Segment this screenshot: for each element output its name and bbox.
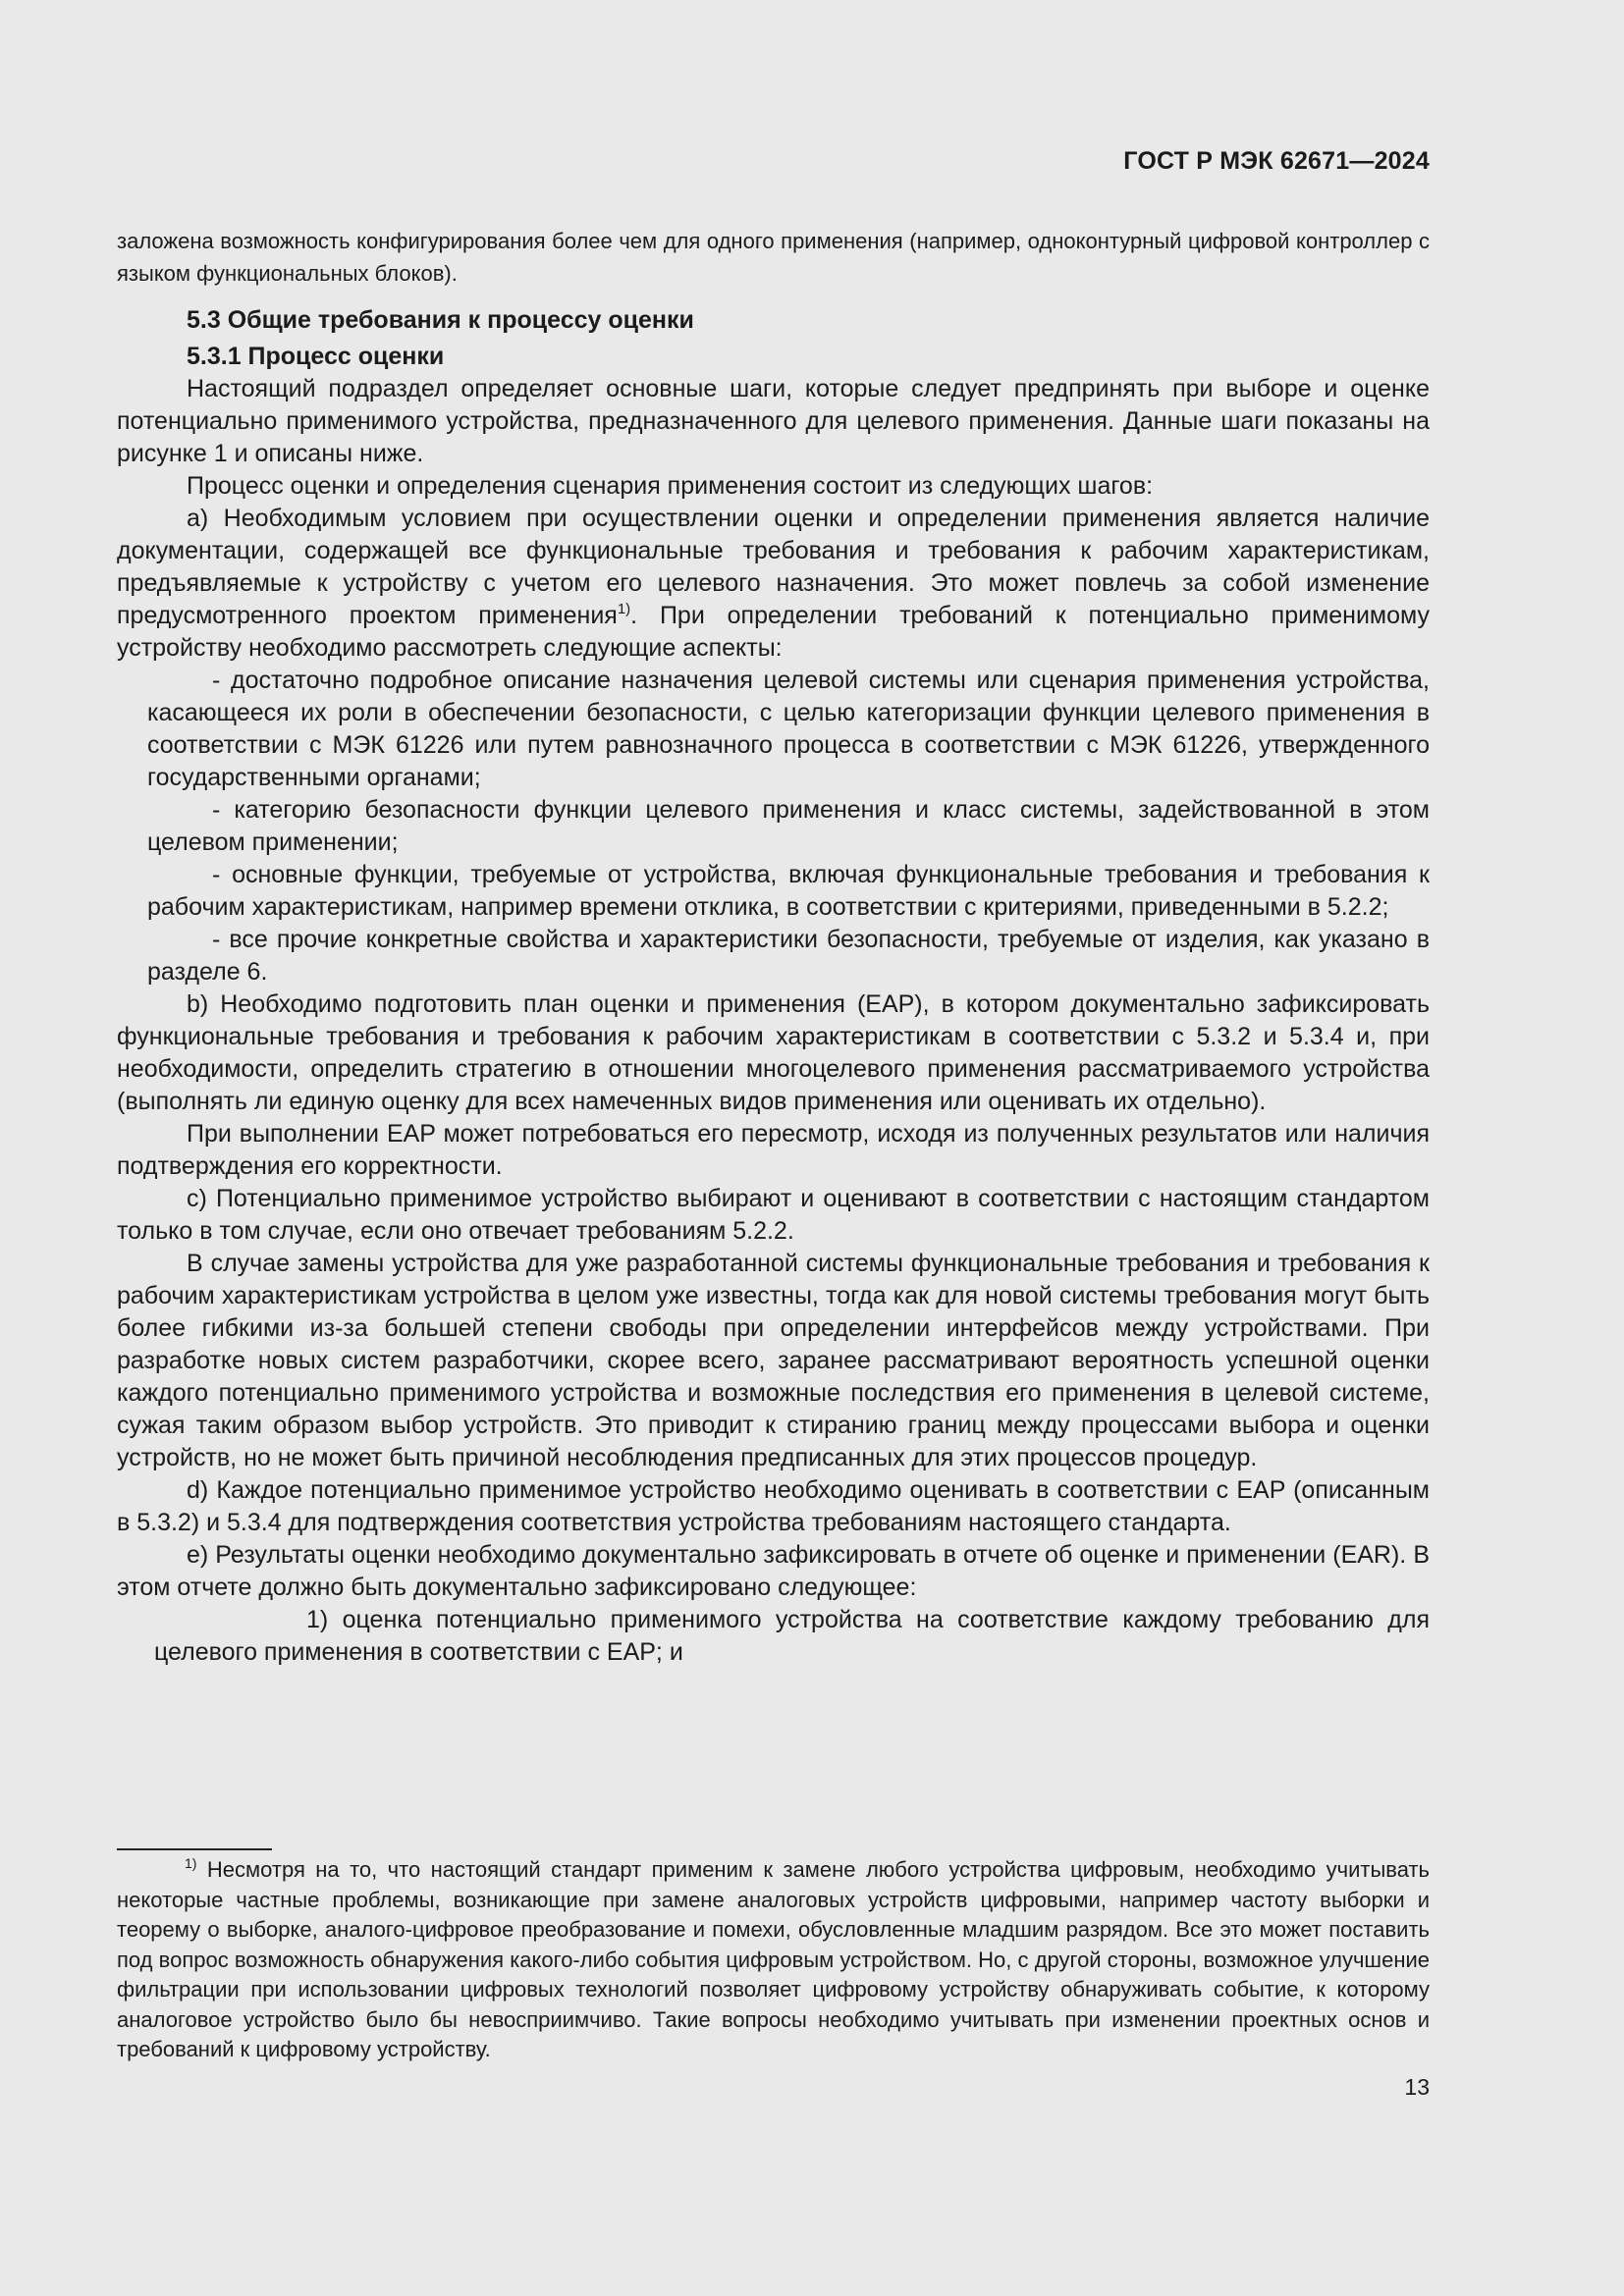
- dash-item-4: - все прочие конкретные свойства и характеристики безопасности, требуемые от изделия, как указано в разделе 6.: [147, 926, 1430, 986]
- footnote-separator: [117, 1848, 272, 1850]
- paragraph-intro: Настоящий подраздел определяет основные шаги, которые следует предпринять при выборе и оценке потенциально применимого устройства, предназначенного для целевого применения. Данные шаги показаны на рисунке 1 и описаны ниже.: [117, 375, 1430, 467]
- dash-item-1: - достаточно подробное описание назначения целевой системы или сценария применения устройства, касающееся их роли в обеспечении безопасности, с целью категоризации функции целевого применения в соответствии с МЭК 61226 или путем равнозначного процесса в соответствии с МЭК 61226, утвержденного государственными органами;: [147, 667, 1430, 791]
- paragraph-b-note: При выполнении EAP может потребоваться его пересмотр, исходя из полученных результатов или наличия подтверждения его корректности.: [117, 1120, 1430, 1180]
- dash-item-2: - категорию безопасности функции целевого применения и класс системы, задействованной в этом целевом применении;: [147, 796, 1430, 856]
- list-item-d: d) Каждое потенциально применимое устройство необходимо оценивать в соответствии с EAP (описанным в 5.3.2) и 5.3.4 для подтверждения соответствия устройства требованиям настоящего стандарта.: [117, 1476, 1430, 1536]
- list-item-a-text: a) Необходимым условием при осуществлении оценки и определении применения является наличие документации, содержащей все функциональные требования и требования к рабочим характеристикам, предъявляемые к устройству с учетом его целевого назначения. Это может повлечь за собой изменение предусмотренного проектом применения: [117, 505, 1430, 629]
- footnote-paragraph: [117, 1855, 1430, 2065]
- list-item-e: e) Результаты оценки необходимо документально зафиксировать в отчете об оценке и применении (EAR). В этом отчете должно быть документально зафиксировано следующее:: [117, 1541, 1430, 1601]
- list-item-b: b) Необходимо подготовить план оценки и применения (EAP), в котором документально зафиксировать функциональные требования и требования к рабочим характеристикам в соответствии с 5.3.2 и 5.3.4 и, при необходимости, определить стратегию в отношении многоцелевого применения рассматриваемого устройства (выполнять ли единую оценку для всех намеченных видов применения или оценивать их отдельно).: [117, 990, 1430, 1115]
- footnote: [117, 1855, 1430, 2065]
- paragraph-steps-intro: Процесс оценки и определения сценария применения состоит из следующих шагов:: [187, 472, 1154, 500]
- dash-item-3: - основные функции, требуемые от устройства, включая функциональные требования и требования к рабочим характеристикам, например времени отклика, в соответствии с критериями, приведенными в 5.2.2;: [147, 861, 1430, 921]
- continued-paragraph: заложена возможность конфигурирования более чем для одного применения (например, одноконтурный цифровой контроллер с языком функциональных блоков).: [117, 229, 1430, 286]
- page-number: 13: [1404, 2074, 1430, 2100]
- footnote-text: Несмотря на то, что настоящий стандарт применим к замене любого устройства цифровым, необходимо учитывать некоторые частные проблемы, возникающие при замене аналоговых устройств цифровыми, например частоту выборки и теорему о выборке, аналого-цифровое преобразование и помехи, обусловленные младшим разрядом. Все это может поставить под вопрос возможность обнаружения какого-либо события цифровым устройством. Но, с другой стороны, возможное улучшение фильтрации при использовании цифровых технологий позволяет цифровому устройству обнаруживать событие, к которому аналоговое устройство было бы невосприимчиво. Такие вопросы необходимо учитывать при изменении проектных основ и требований к цифровому устройству.: [117, 1857, 1430, 2061]
- document-code-header: ГОСТ Р МЭК 62671—2024: [1123, 147, 1430, 175]
- section-heading-5-3: 5.3 Общие требования к процессу оценки: [187, 306, 694, 334]
- footnote-marker: 1): [185, 1855, 197, 1871]
- list-item-a-tail: . При определении требований к потенциально применимому устройству необходимо рассмотреть следующие аспекты:: [117, 602, 1430, 662]
- numbered-item-e-1: 1) оценка потенциально применимого устройства на соответствие каждому требованию для целевого применения в соответствии с EAP; и: [154, 1606, 1430, 1666]
- footnote-reference[interactable]: 1): [617, 601, 631, 617]
- subsection-heading-5-3-1: 5.3.1 Процесс оценки: [187, 343, 445, 370]
- main-text: [117, 300, 1430, 1669]
- paragraph-c-note: В случае замены устройства для уже разработанной системы функциональные требования и требования к рабочим характеристикам устройства в целом уже известны, тогда как для новой системы требования могут быть более гибкими из-за большей степени свободы при определении интерфейсов между устройствами. При разработке новых систем разработчики, скорее всего, заранее рассматривают вероятность успешной оценки каждого потенциально применимого устройства и возможные последствия его применения в целевой системе, сужая таким образом выбор устройств. Это приводит к стиранию границ между процессами выбора и оценки устройств, но не может быть причиной несоблюдения предписанных для этих процессов процедур.: [117, 1250, 1430, 1471]
- list-item-a: [117, 503, 1430, 665]
- list-item-c: c) Потенциально применимое устройство выбирают и оценивают в соответствии с настоящим стандартом только в том случае, если оно отвечает требованиям 5.2.2.: [117, 1185, 1430, 1245]
